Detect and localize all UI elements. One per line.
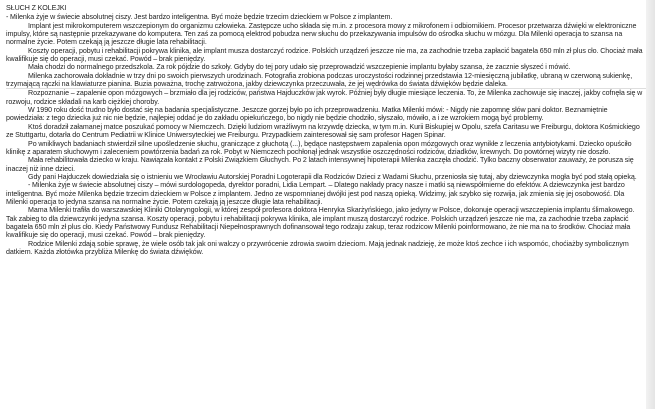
paragraph: Mama Milenki trafiła do warszawskiej Kliniki Otolaryngologii, w której zespół profesora doktora Henryka Skarżyńskiego, jako jedyny w Polsce, dokonuje operacji wszczepienia implantu ślimakowego. Tak zabieg to dla dziewczynki jedyna szansa. Koszty operacji, pobytu i rehabilitacji pokrywa klinika, ale implant muszą dostarczyć rodzice. Polskich urządzeń jeszcze nie ma, za zachodnie trzeba zapłacić bagatela 650 mln zł plus cło. Kiedy Państwowy Fundusz Rehabilitacji Niepełnosprawnych dofinansował tego rodzaju zakup, teraz rodzicow Milenki poinformowano, że nie ma na to środków. Chociaż mała kwalifikuje się do operacji, musi czekać. Powód – brak pieniędzy. (6, 206, 635, 240)
paragraph: Rozpoznanie – zapalenie opon mózgowych – brzmiało dla jej rodziców, państwa Hajduczków jak wyrok. Później były długie miesiące leczenia. To, że Milenka zachowuje się inaczej, jakby cofnęła się w rozwoju, rodzice składali na karb ciężkiej choroby. (6, 88, 646, 106)
paragraph: - Milenka żyje w świecie absolutnej ciszy – mówi surdologopeda, dyrektor poradni, Lidia Lempart. – Dlatego nakłady pracy nasze i matki są niewspółmierne do efektów. A dziewczynka jest bardzo inteligentna. Być może Milenka będzie trzecim dzieckiem w Polsce z implantem. Jedno ze wspomnianej dwójki jest pod naszą opieką. Widzimy, jak szybko się rozwija, jak zmienia się jej osobowość. Dla Milenki operacja to jedyna szansa na normalne życie. Potem czekają ją jeszcze długie lata rehabilitacji. (6, 181, 625, 206)
document-title: SŁUCH Z KOLEJKI (6, 4, 67, 12)
paragraph: W 1990 roku dość trudno było dostać się na badania specjalistyczne. Jeszcze gorzej było po ich przeprowadzeniu. Matka Milenki mówi: - Nigdy nie zapomnę słów pani doktor. Beznamiętnie powiedziała: z tego dziecka już nic nie będzie, najlepiej oddać je do zakładu opiekuńczego, bo nigdy nie będzie chodziło, słyszało, mówiło, a i ze wzrokiem mogą być problemy. (6, 106, 608, 123)
paragraph: Po wnikliwych badaniach stwierdził silne upośledzenie słuchu, graniczące z głuchotą (...), będące następstwem zapalenia opon mózgowych oraz wynikłe z leczenia antybiotykami. Dziecko opuściło klinikę z aparatem słuchowym i zaleceniem powtórzenia badań za rok. Pobyt w Niemczech pochłonął jednak wszystkie oszczędności rodziców, dziadków, krewnych. Do powtórnej wizyty nie doszło. (6, 139, 632, 156)
paragraph: Rodzice Milenki zdają sobie sprawę, że wiele osób tak jak oni walczy o przywrócenie zdrowia swoim dzieciom. Mają jednak nadzieję, że może ktoś zechce i ich wspomóc, choćiażby symbolicznym datkiem. Każda złotówka przybliża Milenkę do świata dźwięków. (6, 239, 629, 256)
paragraph: Ktoś doradził załamanej matce poszukać pomocy w Niemczech. Dzięki ludziom wrażliwym na krzywdę dziecka, w tym m.in. Kurii Biskupiej w Opolu, szefa Caritasu we Freiburgu, doktora Kośmickiego ze Stuttgartu, dotarła do Centrum Pediatrii w Klinice Uniwersyteckiej we Freiburgu. Przypadkiem zainteresował się sam profesor Hagen Spinar. (6, 122, 640, 140)
paragraph: Mała rehabilitowała dziecko w kraju. Nawiązała kontakt z Polski Związkiem Głuchych. Po 2 latach intensywnej hipoterapii Milenka zaczęła chodzić. Tylko baczny obserwator zauważy, że porusza się inaczej niż inne dzieci. (6, 156, 634, 173)
page-edge-shadow (646, 0, 655, 409)
paragraph: Implant jest mikrokomputerem wszczepionym do organizmu człowieka. Zastępcze ucho składa się m.in. z procesora mowy z mikrofonem i odbiornikiem. Procesor przetwarza dźwięki w elektroniczne impulsy, które są następnie przekazywane do komputera. Ten zaś za pomocą elektrod pobudza nerw słuchu do przekazywania impulsów do ośrodka słuchu w mózgu. Dla Milenki operacja to szansa na normalne życie. Potem czekają ją jeszcze długie lata rehabilitacji. (6, 21, 637, 47)
paragraph: Mała chodzi do normalnego przedszkola. Za rok pójdzie do szkoły. Gdyby do tej pory udało się przeprowadzić wszczepienie implantu byłaby szansa, że zacznie słyszeć i mówić. (28, 63, 571, 72)
paragraph-list (6, 13, 646, 256)
paragraph: Koszty operacji, pobytu i rehabilitacji pokrywa klinika, ale implant musza dostarczyć rodzice. Polskich urządzeń jeszcze nie ma, za zachodnie trzeba zapłacić bagatela 650 mln zł plus cło. Chociaż mała kwalifikuje się do operacji, musi czekać. Powód – brak pieniędzy. (6, 46, 643, 64)
paragraph: - Milenka żyje w świecie absolutnej ciszy. Jest bardzo inteligentna. Być może będzie trzecim dzieckiem w Polsce z implantem. (6, 13, 393, 22)
paragraph: Gdy pani Hajduczek dowiedziała się o istnieniu we Wrocławiu Autorskiej Poradni Logoterapii dla Rodziców Dzieci z Wadami Słuchu, przeniosła się tutaj, aby dziewczynka mogła być pod stałą opieką. (28, 172, 637, 181)
paragraph: Milenka zachorowała dokładnie w trzy dni po swoich pierwszych urodzinach. Fotografia zrobiona podczas uroczystości rodzinnej przedstawia 12-miesięczną jubilatkę, ubraną w czerwoną sukienkę, trzymającą rączki na klawiaturze pianina. Buzia poważna, trochę zatrwożona, jakby dziewczynka przeczuwała, że jej wędrówka do świata dźwięków będzie daleka. (6, 71, 633, 89)
document-body (6, 4, 646, 407)
